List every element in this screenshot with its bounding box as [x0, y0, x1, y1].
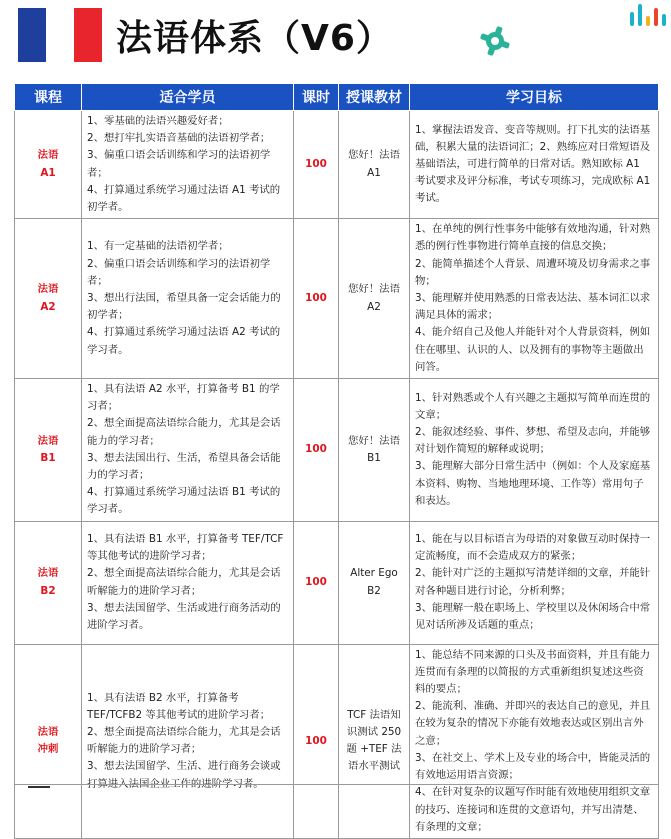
course-table: [14, 83, 659, 839]
students-cell: 1、具有法语 A2 水平，打算备考 B1 的学习者； 2、想全面提高法语综合能力，尤其是会话能力的学习者； 3、想去法国出行、生活，希望具备会话能力的学习者； 4、打算通过系统学习通过法语 B1 考试的学习者。: [82, 379, 294, 522]
col-header-course: 课程: [15, 84, 82, 111]
goals-cell: 1、掌握法语发音、变音等规则。打下扎实的法语基础，积累大量的法语词汇；2、熟练应对日常短语及基础语法，可进行简单的日常对话。熟知欧标 A1 考试要求及评分标准，考试专项练习，完成欧标 A1 考试。: [410, 111, 659, 219]
course-cell: 法语 B1: [15, 379, 82, 522]
col-header-hours: 课时: [294, 84, 339, 111]
flag-white-stripe: [46, 8, 74, 62]
hours-cell: 100: [294, 111, 339, 219]
decorative-gear-icon: [478, 24, 512, 58]
table-header-row: [15, 84, 659, 111]
textbook-cell: 您好！法语 A2: [339, 219, 410, 379]
table-row: [15, 644, 659, 838]
course-cell: 法语 B2: [15, 521, 82, 644]
table-row: [15, 521, 659, 644]
flag-red-stripe: [74, 8, 102, 62]
textbook-cell: 您好！法语 A1: [339, 111, 410, 219]
decorative-bars-icon: [628, 0, 671, 26]
textbook-cell: Alter Ego B2: [339, 521, 410, 644]
col-header-students: 适合学员: [82, 84, 294, 111]
course-cell: 法语 冲刺: [15, 644, 82, 838]
course-cell: 法语 A1: [15, 111, 82, 219]
hours-cell: 100: [294, 521, 339, 644]
students-cell: 1、零基础的法语兴趣爱好者； 2、想打牢扎实语音基础的法语初学者； 3、偏重口语会话训练和学习的法语初学者； 4、打算通过系统学习通过法语 A1 考试的初学者。: [82, 111, 294, 219]
textbook-cell: TCF 法语知识测试 250 题 +TEF 法 语水平测试: [339, 644, 410, 838]
table-row: [15, 379, 659, 522]
col-header-textbook: 授课教材: [339, 84, 410, 111]
page-title: 法语体系（V6）: [116, 18, 393, 59]
table-row: [15, 111, 659, 219]
table-row: [15, 219, 659, 379]
goals-cell: 1、针对熟悉或个人有兴趣之主题拟写简单而连贯的文章； 2、能叙述经验、事件、梦想、希望及志向，并能够对计划作简短的解释或说明； 3、能理解大部分日常生活中（例如：个人及家庭基本资料、购物、当地地理环境、工作等）常用句子和表达。: [410, 379, 659, 522]
col-header-goals: 学习目标: [410, 84, 659, 111]
hours-cell: 100: [294, 379, 339, 522]
french-flag: [18, 8, 102, 62]
goals-cell: 1、能总结不同来源的口头及书面资料，并且有能力连贯而有条理的以简报的方式重新组织复述这些资料的要点； 2、能流利、准确、并即兴的表达自己的意见，并且在较为复杂的情况下亦能有效地表达或区别出言外之意； 3、在社交上、学术上及专业的场合中，皆能灵活的有效地运用语言资源； 4、在针对复杂的议题写作时能有效地使用组织文章的技巧、连接词和连贯的文意语句，并写出清楚、有条理的文章；: [410, 644, 659, 838]
course-cell: 法语 A2: [15, 219, 82, 379]
students-cell: 1、有一定基础的法语初学者； 2、偏重口语会话训练和学习的法语初学者； 3、想出行法国，希望具备一定会话能力的初学者； 4、打算通过系统学习通过法语 A2 考试的学习者。: [82, 219, 294, 379]
hours-cell: 100: [294, 219, 339, 379]
textbook-cell: 您好！法语 B1: [339, 379, 410, 522]
goals-cell: 1、能在与以目标语言为母语的对象做互动时保持一定流畅度，而不会造成双方的紧张； 2、能针对广泛的主题拟写清楚详细的文章，并能针对各种题目进行讨论，分析利弊； 3、能理解一般在职场上、学校里以及休闲场合中常见对话所涉及话题的重点；: [410, 521, 659, 644]
students-cell: 1、具有法语 B1 水平，打算备考 TEF/TCF 等其他考试的进阶学习者； 2、想全面提高法语综合能力，尤其是会话听解能力的进阶学习者； 3、想去法国留学、生活或进行商务活动的进阶学习者。: [82, 521, 294, 644]
flag-blue-stripe: [18, 8, 46, 62]
goals-cell: 1、在单纯的例行性事务中能够有效地沟通，针对熟悉的例行性事物进行简单直接的信息交换； 2、能简单描述个人背景、周遭环境及切身需求之事物； 3、能理解并使用熟悉的日常表达法、基本词汇以求满足具体的需求； 4、能介绍自己及他人并能针对个人背景资料，例如住在哪里、认识的人、以及拥有的事物等主题做出问答。: [410, 219, 659, 379]
students-cell: 1、具有法语 B2 水平，打算备考 TEF/TCFB2 等其他考试的进阶学习者； 2、想全面提高法语综合能力，尤其是会话听解能力的进阶学习者； 3、想去法国留学、生活、进行商务会谈或打算进入法国企业工作的进阶学习者。: [82, 644, 294, 838]
hours-cell: 100: [294, 644, 339, 838]
